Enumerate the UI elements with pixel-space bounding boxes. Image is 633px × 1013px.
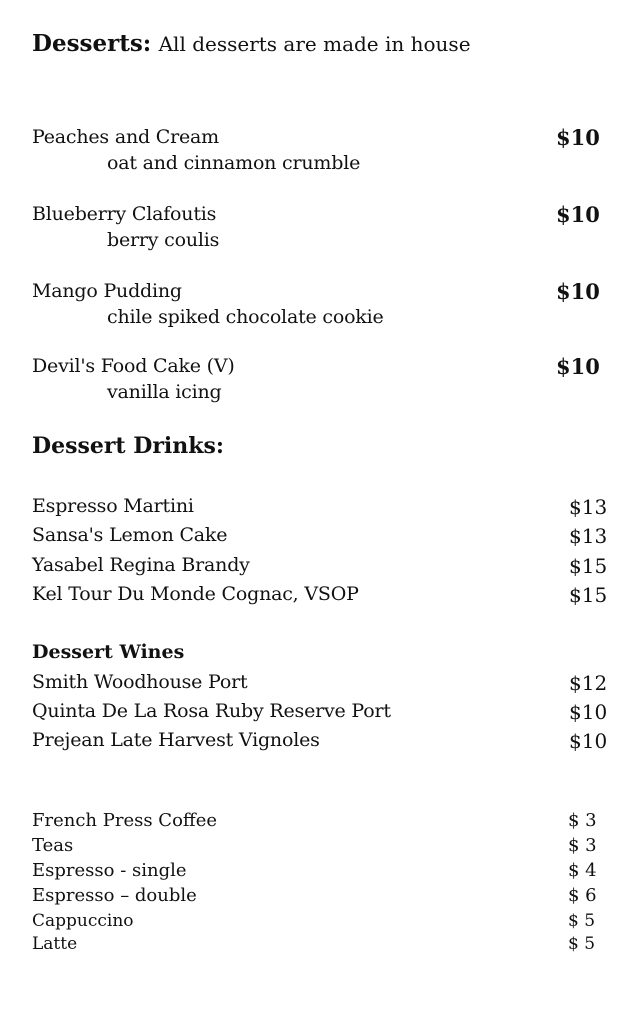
coffee-name: Teas	[32, 835, 74, 856]
wine-price: $12	[569, 671, 608, 695]
coffee-price: $ 5	[568, 911, 596, 931]
drink-price: $13	[569, 524, 608, 548]
coffee-name: Cappuccino	[32, 911, 134, 931]
dessert-price: $10	[556, 354, 600, 379]
wine-name: Quinta De La Rosa Ruby Reserve Port	[32, 700, 391, 722]
coffee-price: $ 3	[568, 810, 597, 831]
desserts-subtitle: All desserts are made in house	[158, 32, 471, 56]
dessert-price: $10	[556, 125, 600, 150]
drink-name: Espresso Martini	[32, 495, 194, 517]
wine-price: $10	[569, 700, 608, 724]
coffee-price: $ 5	[568, 934, 596, 954]
wines-heading: Dessert Wines	[32, 641, 185, 663]
dessert-name: Peaches and Cream	[32, 126, 219, 148]
drink-price: $15	[569, 583, 608, 607]
drink-price: $15	[569, 554, 608, 578]
wine-name: Prejean Late Harvest Vignoles	[32, 729, 320, 751]
drinks-heading: Dessert Drinks:	[32, 433, 225, 459]
dessert-name: Devil's Food Cake (V)	[32, 355, 235, 377]
coffee-price: $ 3	[568, 835, 597, 856]
dessert-desc: oat and cinnamon crumble	[107, 152, 361, 174]
dessert-name: Blueberry Clafoutis	[32, 203, 217, 225]
drink-name: Kel Tour Du Monde Cognac, VSOP	[32, 583, 359, 605]
page-title	[32, 30, 471, 57]
coffee-name: Espresso - single	[32, 860, 187, 881]
dessert-desc: berry coulis	[107, 229, 220, 251]
coffee-price: $ 6	[568, 885, 597, 906]
coffee-price: $ 4	[568, 860, 597, 881]
drink-price: $13	[569, 495, 608, 519]
drink-name: Yasabel Regina Brandy	[32, 554, 250, 576]
wine-name: Smith Woodhouse Port	[32, 671, 248, 693]
dessert-desc: chile spiked chocolate cookie	[107, 306, 384, 328]
coffee-name: Latte	[32, 934, 78, 954]
dessert-price: $10	[556, 279, 600, 304]
desserts-heading: Desserts:	[32, 30, 152, 57]
dessert-desc: vanilla icing	[107, 381, 222, 403]
dessert-name: Mango Pudding	[32, 280, 182, 302]
wine-price: $10	[569, 729, 608, 753]
drink-name: Sansa's Lemon Cake	[32, 524, 228, 546]
dessert-price: $10	[556, 202, 600, 227]
coffee-name: Espresso – double	[32, 885, 197, 906]
coffee-name: French Press Coffee	[32, 810, 218, 831]
